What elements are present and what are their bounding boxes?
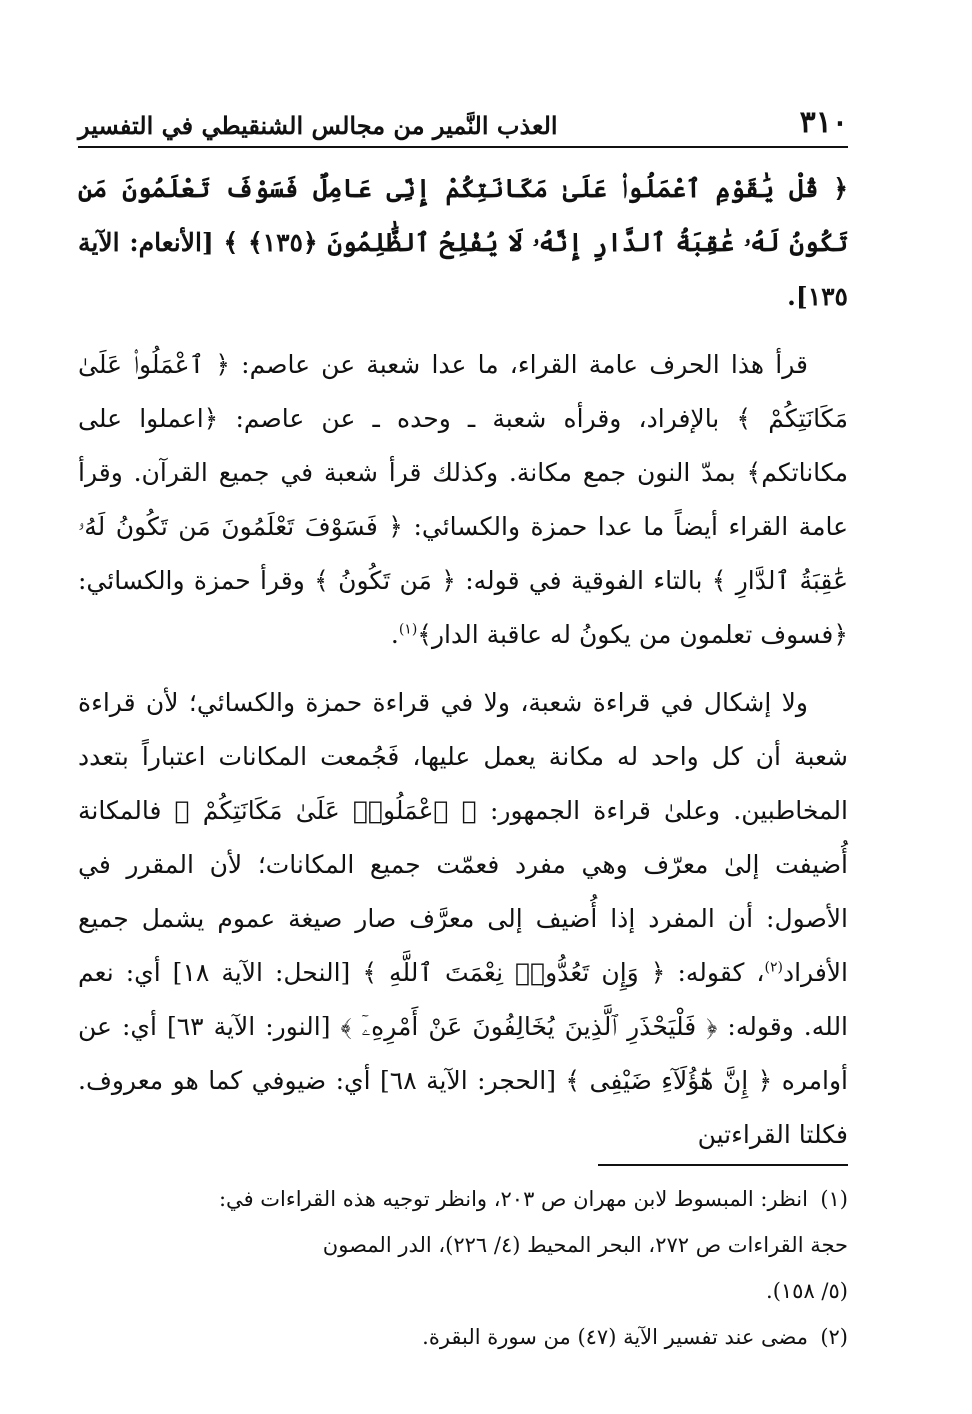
footnote-2-number: (٢) [820, 1325, 848, 1349]
footnote-1-line2-row [78, 1222, 848, 1268]
footnote-1-line2: حجة القراءات ص ٢٧٢، البحر المحيط (٤/ ٢٢٦)، الدر المصون [322, 1233, 848, 1257]
readings-text: قرأ هذا الحرف عامة القراء، ما عدا شعبة عن عاصم: ﴿ ٱعْمَلُوا۟ عَلَىٰ مَكَانَتِكُمْ ﴾ بالإفراد، وقرأه شعبة ـ وحده ـ عن عاصم: ﴿اعملوا على مكاناتكم﴾ بمدّ النون جمع مكانة. وكذلك قرأ شعبة في جميع القرآن. وقرأ عامة القراء أيضاً ما عدا حمزة والكسائي: ﴿ فَسَوْفَ تَعْلَمُونَ مَن تَكُونُ لَهُۥ عَٰقِبَةُ ٱلدَّارِ ﴾ بالتاء الفوقية في قوله: ﴿ مَن تَكُونُ ﴾ وقرأ حمزة والكسائي: ﴿فسوف تعلمون من يكونُ له عاقبة الدار﴾ [78, 350, 848, 649]
verse-paragraph [78, 162, 848, 324]
footnote-1-line1: انظر: المبسوط لابن مهران ص ٢٠٣، وانظر توجيه هذه القراءات في: [218, 1187, 808, 1211]
footnote-ref-2[interactable]: (٢) [764, 959, 783, 976]
page-number: ٣١٠ [799, 105, 848, 140]
readings-paragraph [78, 338, 848, 662]
readings-end: . [390, 620, 399, 649]
footnote-1-line3-row [78, 1268, 848, 1314]
footnote-2-text: مضى عند تفسير الآية (٤٧) من سورة البقرة. [422, 1325, 808, 1349]
explanation-text: ولا إشكال في قراءة شعبة، ولا في قراءة حمزة والكسائي؛ لأن قراءة شعبة أن كل واحد له مكانة يعمل عليها، فَجُمعت المكانات اعتباراً بتعدد المخاطبين. وعلىٰ قراءة الجمهور: ﴿ ٱعْمَلُوا۟ عَلَىٰ مَكَانَتِكُمْ ﴾ فالمكانة أُضيفت إلىٰ معرّف وهي مفرد فعمّت جميع المكانات؛ لأن المقرر في الأصول: أن المفرد إذا أُضيف إلى معرَّف صار صيغة عموم يشمل جميع الأفراد [78, 688, 848, 987]
footnote-1-number: (١) [820, 1187, 848, 1211]
explanation-paragraph [78, 676, 848, 1162]
explanation-text-cont: ، كقوله: ﴿ وَإِن تَعُدُّوا۟ نِعْمَتَ ٱللَّهِ ﴾ [النحل: الآية ١٨] أي: نعم الله. وقوله: ﴿ فَلْيَحْذَرِ ٱلَّذِينَ يُخَالِفُونَ عَنْ أَمْرِهِۦٓ ﴾ [النور: الآية ٦٣] أي: عن أوامره ﴿ إِنَّ هَٰٓؤُلَآءِ ضَيْفِى ﴾ [الحجر: الآية ٦٨] أي: ضيوفي كما هو معروف. فكلتا القراءتين [78, 958, 849, 1149]
footnote-1-line3: (٥/ ١٥٨). [766, 1279, 848, 1303]
footnote-separator [598, 1164, 848, 1166]
footnotes [78, 1176, 848, 1360]
page-header [78, 90, 848, 148]
footnote-1 [78, 1176, 848, 1222]
running-title: العذب النَّمير من مجالس الشنقيطي في التفسير [78, 111, 558, 140]
verse-text: ﴿ قُلْ يَٰقَوْمِ ٱعْمَلُوا۟ عَلَىٰ مَكَانَتِكُمْ إِنِّى عَامِلٌ فَسَوْفَ تَعْلَمُونَ مَن تَكُونُ لَهُۥ عَٰقِبَةُ ٱلدَّارِ إِنَّهُۥ لَا يُفْلِحُ ٱلظَّٰلِمُونَ ﴿١٣٥﴾ ﴾ [الأنعام: الآية ١٣٥]. [78, 174, 848, 311]
footnote-2 [78, 1314, 848, 1360]
footnote-ref-1[interactable]: (١) [398, 621, 418, 638]
body-text [78, 162, 848, 1176]
